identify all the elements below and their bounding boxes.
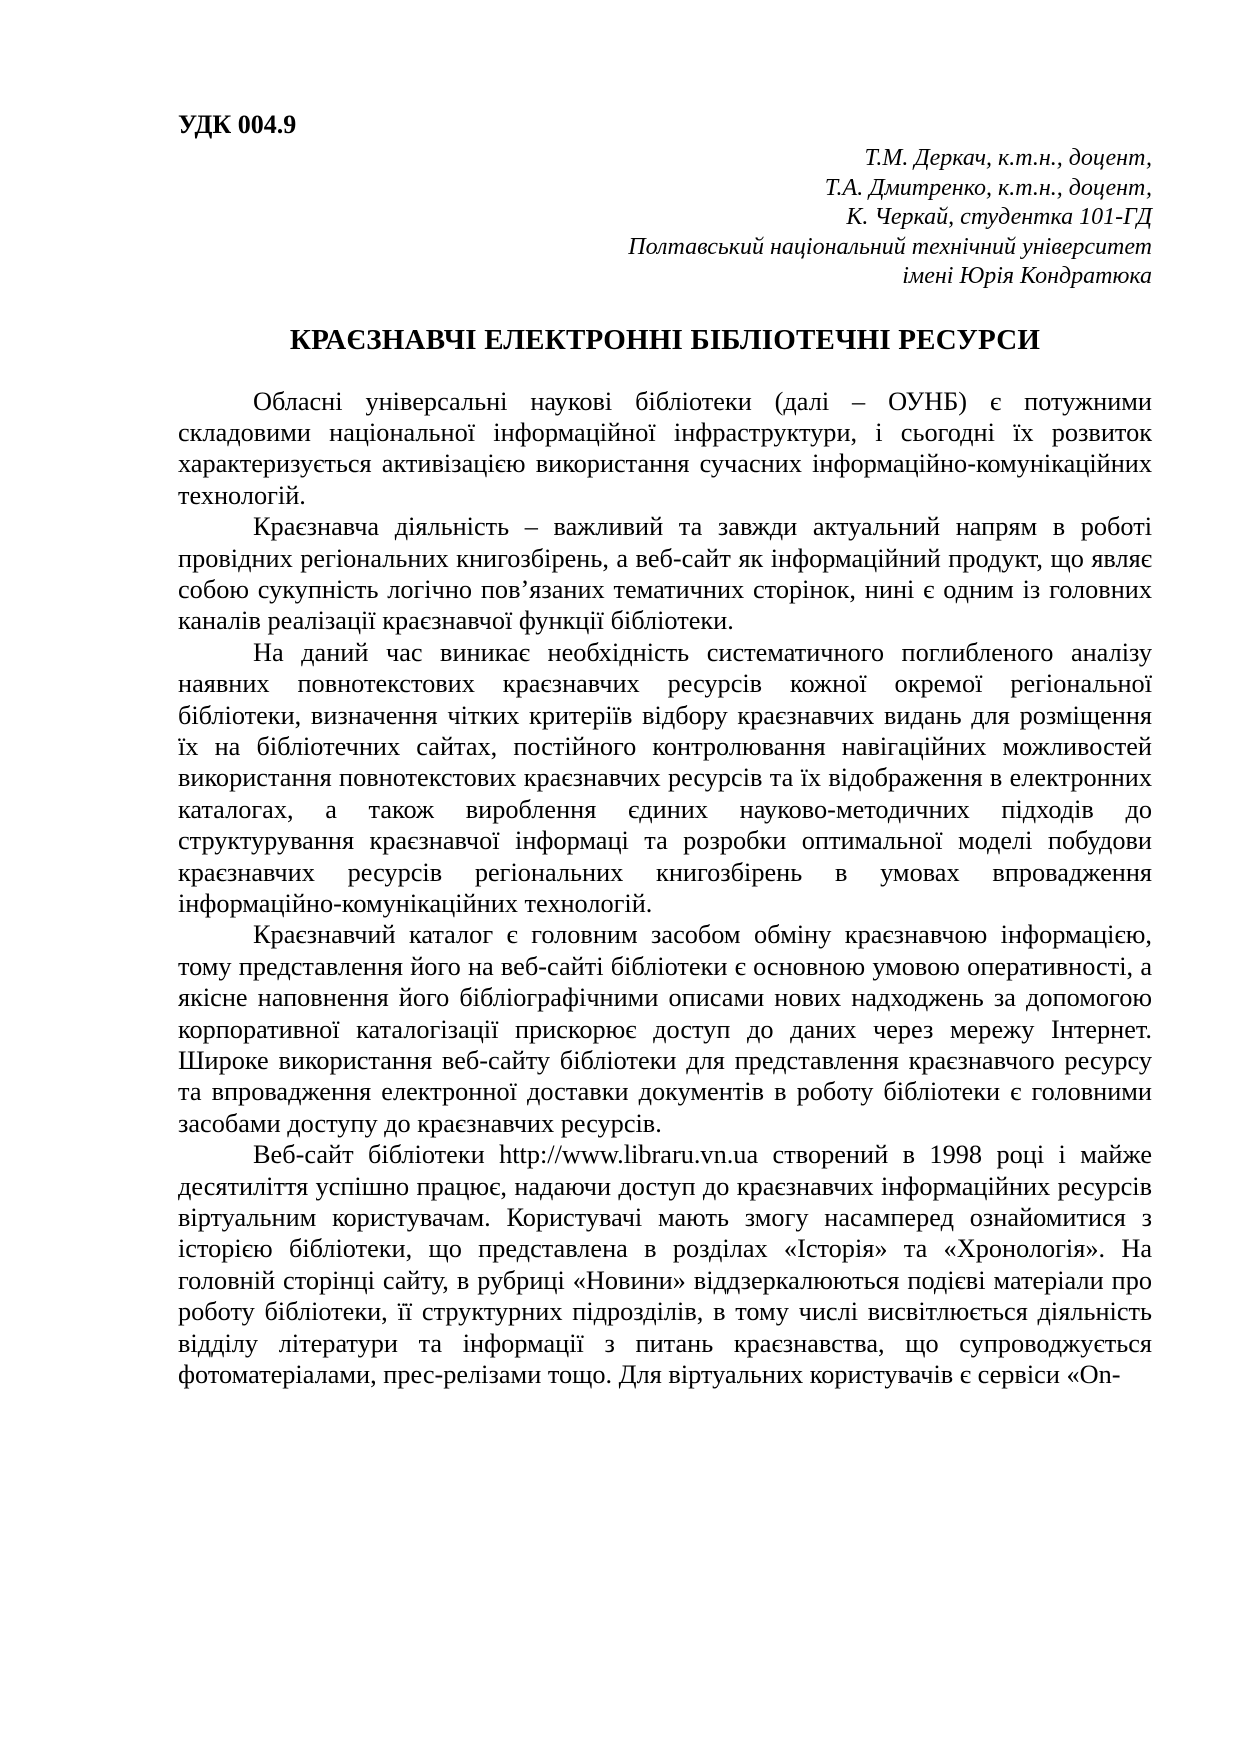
- paragraph: Обласні універсальні наукові бібліотеки (далі – ОУНБ) є потужними складовими національної інформаційної інфраструктури, і сьогодні їх розвиток характеризується активізацією використання сучасних інформаційно-комунікаційних технологій.: [178, 386, 1152, 510]
- affiliation-line: Полтавський національний технічний університет: [628, 233, 1152, 260]
- paragraph: Веб-сайт бібліотеки http://www.libraru.vn.ua створений в 1998 році і майже десятиліття успішно працює, надаючи доступ до краєзнавчих інформаційних ресурсів віртуальним користувачам. Користувачі мають змогу насамперед ознайомитися з історією бібліотеки, що представлена в розділах «Історія» та «Хронологія». На головній сторінці сайту, в рубриці «Новини» віддзеркалюються подієві матеріали про роботу бібліотеки, її структурних підрозділів, в тому числі висвітлюється діяльність відділу літератури та інформації з питань краєзнавства, що супроводжується фотоматеріалами, прес-релізами тощо. Для віртуальних користувачів є сервіси «On-: [178, 1140, 1152, 1390]
- body-text: [178, 386, 1152, 1391]
- author-line: Т.М. Деркач, к.т.н., доцент,: [864, 145, 1152, 171]
- paragraph: Краєзнавчий каталог є головним засобом обміну краєзнавчою інформацією, тому представлення його на веб-сайті бібліотеки є основною умовою оперативності, а якісне наповнення його бібліографічними описами нових надходжень за допомогою корпоративної каталогізації прискорює доступ до даних через мережу Інтернет. Широке використання веб-сайту бібліотеки для представлення краєзнавчого ресурсу та впровадження електронної доставки документів в роботу бібліотеки є головними засобами доступу до краєзнавчих ресурсів.: [178, 920, 1152, 1138]
- document-page: [178, 110, 1152, 1391]
- author-block: [178, 144, 1152, 292]
- author-line: Т.А. Дмитренко, к.т.н., доцент,: [824, 174, 1152, 201]
- author-line: К. Черкай, студентка 101-ГД: [846, 204, 1152, 230]
- paragraph: На даний час виникає необхідність систематичного поглибленого аналізу наявних повнотекстових краєзнавчих ресурсів кожної окремої регіональної бібліотеки, визначення чітких критеріїв відбору краєзнавчих видань для розміщення їх на бібліотечних сайтах, постійного контролювання навігаційних можливостей використання повнотекстових краєзнавчих ресурсів та їх відображення в електронних каталогах, а також вироблення єдиних науково-методичних підходів до структурування краєзнавчої інформаці та розробки оптимальної моделі побудови краєзнавчих ресурсів регіональних книгозбірень в умовах впровадження інформаційно-комунікаційних технологій.: [178, 637, 1152, 918]
- paragraph: Краєзнавча діяльність – важливий та завжди актуальний напрям в роботі провідних регіональних книгозбірень, а веб-сайт як інформаційний продукт, що являє собою сукупність логічно пов’язаних тематичних сторінок, нині є одним із головних каналів реалізації краєзнавчої функції бібліотеки.: [178, 512, 1152, 636]
- udc-code: УДК 004.9: [178, 110, 297, 139]
- affiliation-line: імені Юрія Кондратюка: [902, 263, 1152, 289]
- paper-title: КРАЄЗНАВЧІ ЕЛЕКТРОННІ БІБЛІОТЕЧНІ РЕСУРСИ: [289, 323, 1041, 356]
